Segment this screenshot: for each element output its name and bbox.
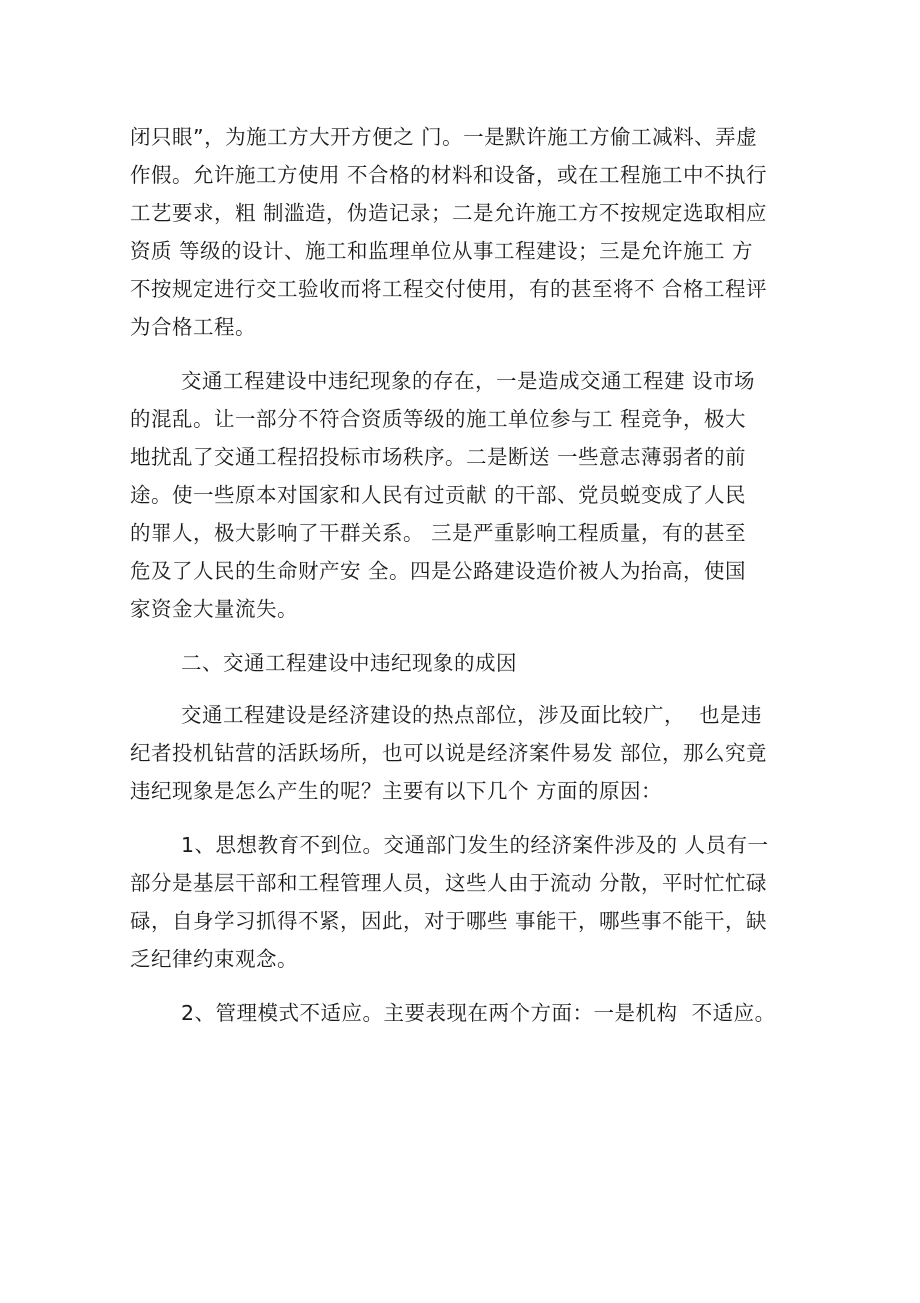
text-line: 2、管理模式不适应。主要表现在两个方面：一是机构 不适应。 (181, 1001, 776, 1025)
paragraph-3 (130, 696, 790, 810)
text-line: 违纪现象是怎么产生的呢？主要有以下几个 方面的原因： (130, 779, 663, 803)
text-line: 1、思想教育不到位。交通部门发生的经济案件涉及的 人员有一 (181, 833, 769, 857)
text-line: 家资金大量流失。 (130, 597, 298, 621)
text-line: 不按规定进行交工验收而将工程交付使用，有的甚至将不 合格工程评 (130, 277, 768, 301)
paragraph-4 (130, 826, 790, 978)
text-line: 的混乱。让一部分不符合资质等级的施工单位参与工 程竞争，极大 (130, 407, 747, 431)
section-heading (130, 644, 790, 682)
text-line: 危及了人民的生命财产安 全。四是公路建设造价被人为抬高，使国 (130, 559, 747, 583)
paragraph-2 (130, 362, 790, 628)
text-line: 资质 等级的设计、施工和监理单位从事工程建设；三是允许施工 方 (130, 239, 754, 263)
text-line: 工艺要求，粗 制滥造，伪造记录；二是允许施工方不按规定选取相应 (130, 201, 768, 225)
text-line: 地扰乱了交通工程招投标市场秩序。二是断送 一些意志薄弱者的前 (130, 445, 747, 469)
text-line: 交通工程建设是经济建设的热点部位，涉及面比较广， 也是违 (181, 703, 763, 727)
text-line: 乏纪律约束观念。 (130, 947, 298, 971)
text-line: 作假。允许施工方使用 不合格的材料和设备，或在工程施工中不执行 (130, 163, 768, 187)
text-line: 为合格工程。 (130, 315, 256, 339)
text-line: 途。使一些原本对国家和人民有过贡献 的干部、党员蜕变成了人民 (130, 483, 747, 507)
paragraph-5 (130, 994, 790, 1032)
heading-text: 二、交通工程建设中违纪现象的成因 (181, 651, 517, 675)
text-line: 交通工程建设中违纪现象的存在，一是造成交通工程建 设市场 (181, 369, 756, 393)
text-line: 部分是基层干部和工程管理人员，这些人由于流动 分散，平时忙忙碌 (130, 871, 768, 895)
text-line: 的罪人，极大影响了干群关系。 三是严重影响工程质量，有的甚至 (130, 521, 747, 545)
text-line: 闭只眼”，为施工方大开方便之 门。一是默许施工方偷工减料、弄虚 (130, 125, 758, 149)
text-line: 碌，自身学习抓得不紧，因此，对于哪些 事能干，哪些事不能干，缺 (130, 909, 768, 933)
document-body (130, 118, 790, 1048)
paragraph-1 (130, 118, 790, 346)
text-line: 纪者投机钻营的活跃场所，也可以说是经济案件易发 部位，那么究竟 (130, 741, 768, 765)
